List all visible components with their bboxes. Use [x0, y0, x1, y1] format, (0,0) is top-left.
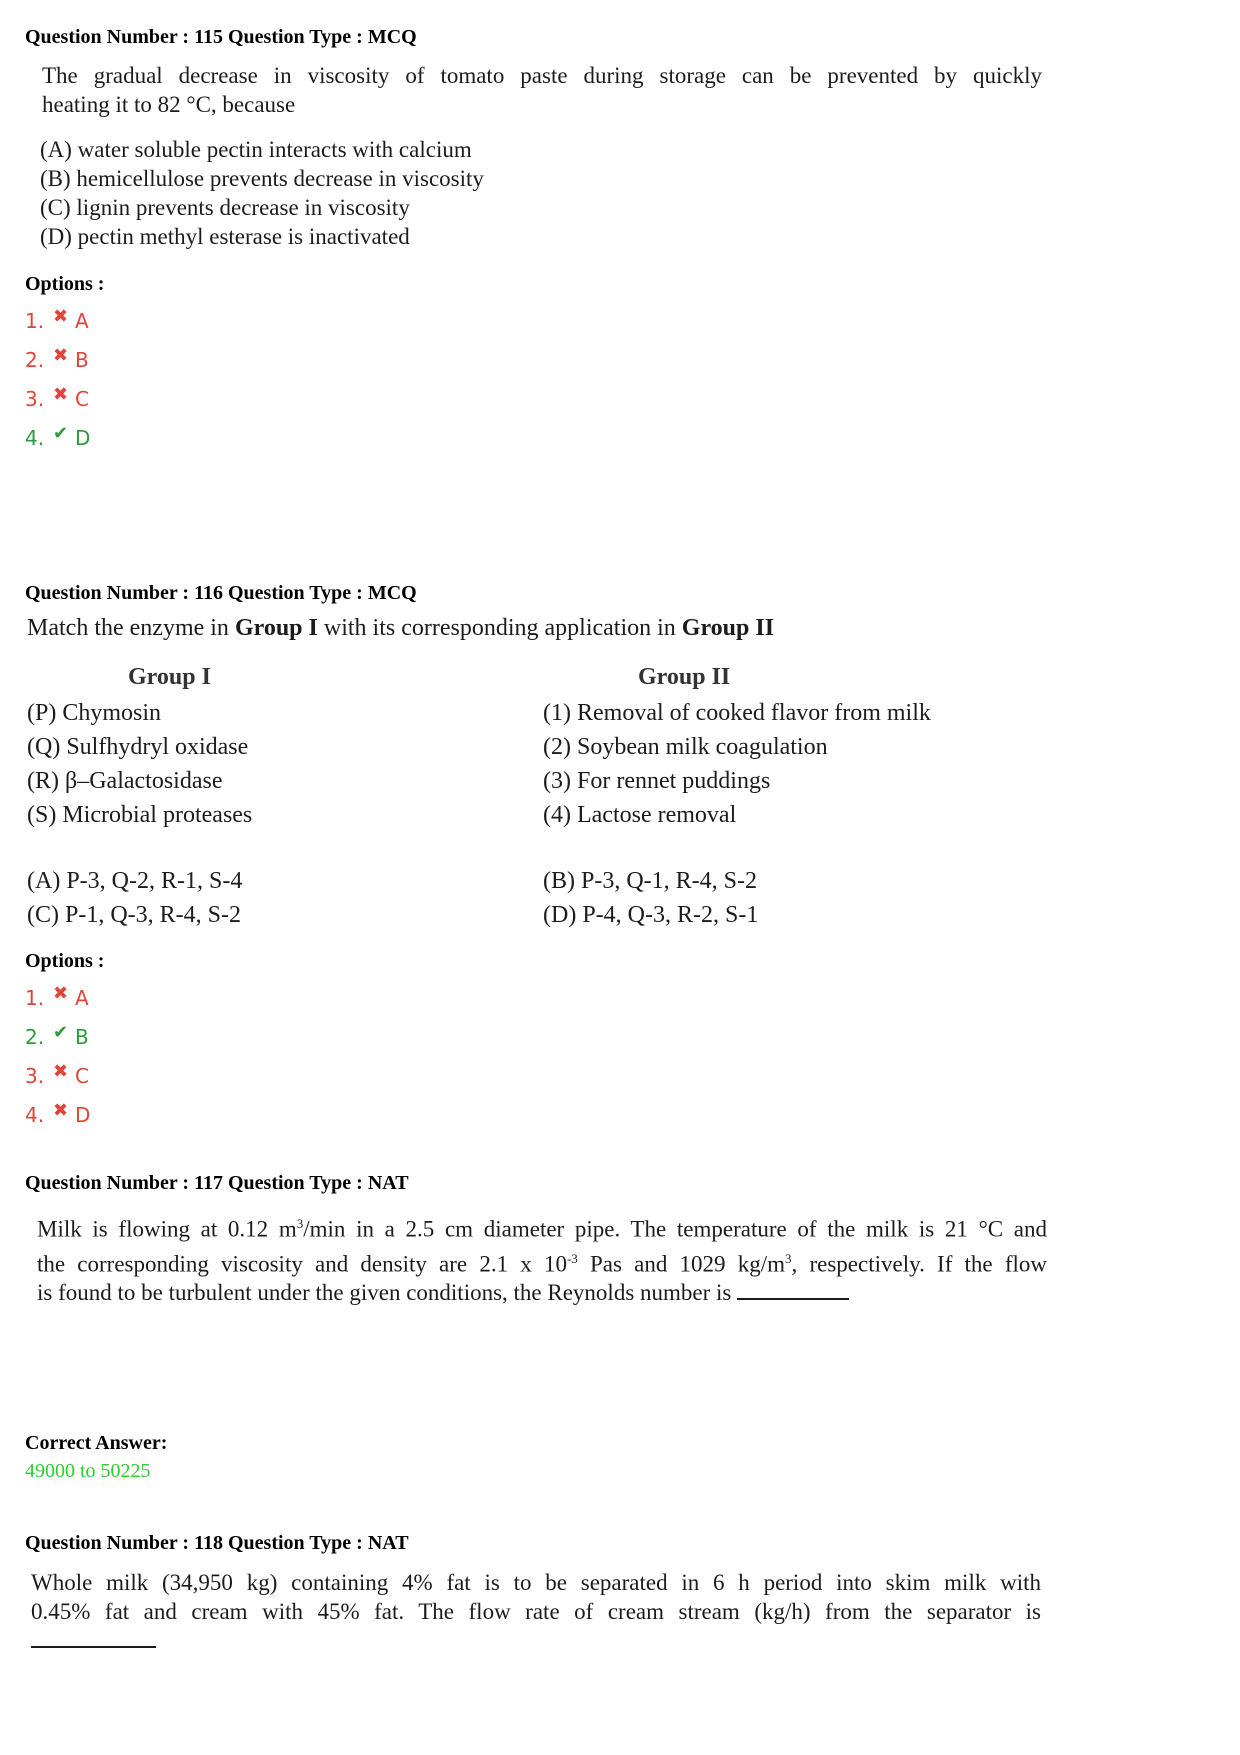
superscript: -3 [566, 1250, 578, 1266]
group1-list [27, 696, 252, 832]
q117-answer-value: 49000 to 50225 [25, 1460, 151, 1482]
q115-choice-b: (B) hemicellulose prevents decrease in viscosity [40, 166, 484, 191]
group2-list [543, 696, 931, 832]
cross-icon: ✖ [53, 1061, 69, 1082]
option-letter: A [75, 309, 89, 333]
q115-choice-c: (C) lignin prevents decrease in viscosity [40, 195, 410, 220]
q118-stem [31, 1568, 1041, 1655]
q116-header: Question Number : 116 Question Type : MCQ [25, 582, 417, 604]
q116-intro [27, 615, 774, 642]
group2-item: (4) Lactose removal [543, 802, 737, 828]
q116-choices-left [27, 864, 242, 932]
cross-icon: ✖ [53, 345, 69, 366]
q116-option-1[interactable] [25, 983, 89, 1010]
q115-stem [42, 61, 1042, 119]
answer-blank [737, 1298, 849, 1300]
text-run: /min in a 2.5 cm diameter pipe. The temperature of the milk is 21 °C and [303, 1216, 1047, 1242]
q116-choice-a: (A) P-3, Q-2, R-1, S-4 [27, 868, 243, 894]
option-letter: A [75, 986, 89, 1010]
q116-options-label: Options : [25, 950, 105, 972]
text-run: the corresponding viscosity and density are 2.1 x 10 [37, 1251, 567, 1277]
q115-header: Question Number : 115 Question Type : MCQ [25, 26, 417, 48]
option-letter: D [75, 1103, 91, 1127]
superscript: 3 [785, 1250, 792, 1266]
q117-answer-label: Correct Answer: [25, 1432, 168, 1454]
q117-header: Question Number : 117 Question Type : NAT [25, 1172, 409, 1194]
cross-icon: ✖ [53, 1100, 69, 1121]
group2-title: Group II [638, 664, 731, 690]
group1-item: (Q) Sulfhydryl oxidase [27, 734, 249, 760]
group1-item: (P) Chymosin [27, 700, 162, 726]
q115-choice-a: (A) water soluble pectin interacts with calcium [40, 137, 472, 162]
q118-stem-line1: Whole milk (34,950 kg) containing 4% fat is to be separated in 6 h period into skim milk with [31, 1570, 1041, 1595]
q116-intro-group1: Group I [234, 615, 318, 641]
text-run: Milk is flowing at 0.12 m [37, 1216, 297, 1242]
superscript: 3 [296, 1216, 304, 1231]
option-number: 2. [25, 1025, 45, 1049]
answer-blank [31, 1626, 156, 1648]
check-icon: ✔ [53, 1022, 69, 1043]
q117-stem [37, 1209, 1047, 1307]
q116-choices-right [543, 864, 758, 932]
group1-title: Group I [128, 664, 211, 690]
group1-item: (R) β–Galactosidase [27, 768, 223, 794]
q115-option-2[interactable] [25, 345, 89, 372]
q116-choice-b: (B) P-3, Q-1, R-4, S-2 [543, 868, 757, 894]
q116-intro-part: with its corresponding application in [317, 615, 682, 641]
option-letter: B [75, 1025, 89, 1049]
q117-stem-line2 [37, 1244, 1047, 1279]
q115-choices [40, 135, 484, 251]
option-number: 4. [25, 1103, 45, 1127]
option-letter: B [75, 348, 89, 372]
q115-option-4[interactable] [25, 423, 90, 450]
option-letter: D [75, 426, 91, 450]
check-icon: ✔ [53, 423, 69, 444]
q116-choice-c: (C) P-1, Q-3, R-4, S-2 [27, 902, 241, 928]
q115-option-3[interactable] [25, 384, 89, 411]
option-number: 1. [25, 986, 45, 1010]
q118-header: Question Number : 118 Question Type : NAT [25, 1532, 409, 1554]
cross-icon: ✖ [53, 983, 69, 1004]
group2-item: (3) For rennet puddings [543, 768, 771, 794]
option-number: 3. [25, 387, 45, 411]
q118-stem-line2: 0.45% fat and cream with 45% fat. The flow rate of cream stream (kg/h) from the separator is [31, 1599, 1041, 1624]
cross-icon: ✖ [53, 384, 69, 405]
q115-stem-line1: The gradual decrease in viscosity of tomato paste during storage can be prevented by quickly [42, 63, 1042, 88]
q118-stem-line3 [31, 1626, 1041, 1655]
option-number: 1. [25, 309, 45, 333]
option-number: 2. [25, 348, 45, 372]
q115-choice-d: (D) pectin methyl esterase is inactivated [40, 224, 410, 249]
q116-option-3[interactable] [25, 1061, 89, 1088]
text-run: , respectively. If the flow [791, 1251, 1047, 1277]
option-number: 3. [25, 1064, 45, 1088]
q115-stem-line2: heating it to 82 °C, because [42, 92, 296, 117]
group2-item: (2) Soybean milk coagulation [543, 734, 828, 760]
q116-choice-d: (D) P-4, Q-3, R-2, S-1 [543, 902, 759, 928]
text-run: is found to be turbulent under the given conditions, the Reynolds number is [37, 1280, 738, 1306]
q115-options-label: Options : [25, 273, 105, 295]
q116-option-2[interactable] [25, 1022, 89, 1049]
q117-stem-line3 [37, 1278, 1047, 1307]
option-letter: C [75, 1064, 89, 1088]
group1-item: (S) Microbial proteases [27, 802, 253, 828]
q116-intro-group2: Group II [681, 615, 775, 641]
option-letter: C [75, 387, 89, 411]
q116-intro-part: Match the enzyme in [27, 615, 235, 641]
option-number: 4. [25, 426, 45, 450]
group2-item: (1) Removal of cooked flavor from milk [543, 700, 931, 726]
text-run: Pas and 1029 kg/m [577, 1251, 786, 1277]
q116-option-4[interactable] [25, 1100, 90, 1127]
cross-icon: ✖ [53, 306, 69, 327]
q115-option-1[interactable] [25, 306, 89, 333]
q117-stem-line1 [37, 1209, 1047, 1244]
